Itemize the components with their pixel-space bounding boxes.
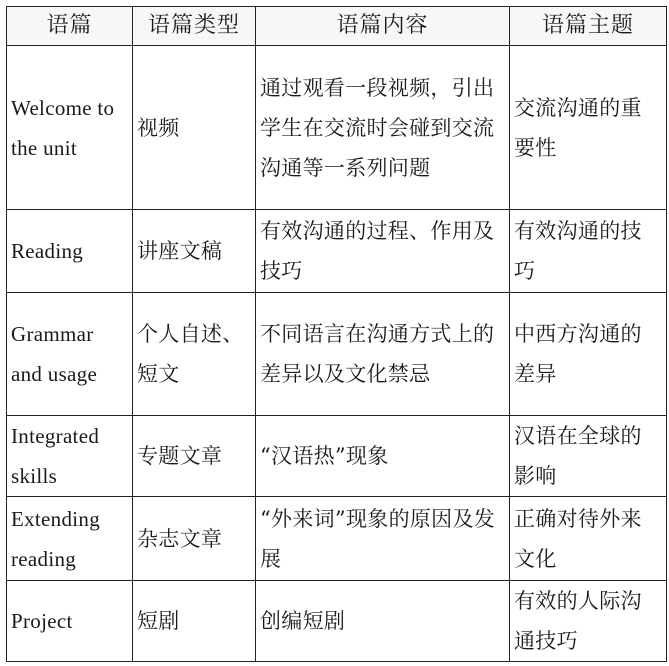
- cell-type: 短剧: [133, 581, 256, 662]
- cell-text: Welcome to the unit: [7, 46, 133, 210]
- cell-content: “外来词”现象的原因及发展: [256, 497, 510, 581]
- cell-content: “汉语热”现象: [256, 416, 510, 497]
- cell-theme: 有效沟通的技巧: [510, 210, 667, 293]
- cell-theme: 有效的人际沟通技巧: [510, 581, 667, 662]
- table-row: [7, 497, 667, 581]
- cell-type: 视频: [133, 46, 256, 210]
- cell-theme: 汉语在全球的影响: [510, 416, 667, 497]
- cell-theme: 正确对待外来文化: [510, 497, 667, 581]
- cell-content: 不同语言在沟通方式上的差异以及文化禁忌: [256, 293, 510, 416]
- cell-theme: 交流沟通的重要性: [510, 46, 667, 210]
- cell-text: Reading: [7, 210, 133, 293]
- table-row: [7, 210, 667, 293]
- cell-content: 有效沟通的过程、作用及技巧: [256, 210, 510, 293]
- table-header-row: [7, 7, 667, 46]
- table-row: [7, 293, 667, 416]
- cell-content: 通过观看一段视频，引出学生在交流时会碰到交流沟通等一系列问题: [256, 46, 510, 210]
- cell-type: 杂志文章: [133, 497, 256, 581]
- header-text-content: 语篇内容: [256, 7, 510, 46]
- cell-type: 个人自述、短文: [133, 293, 256, 416]
- header-text-type: 语篇类型: [133, 7, 256, 46]
- cell-theme: 中西方沟通的差异: [510, 293, 667, 416]
- header-text-theme: 语篇主题: [510, 7, 667, 46]
- table-row: [7, 416, 667, 497]
- unit-overview-table: [6, 6, 667, 662]
- cell-text: Project: [7, 581, 133, 662]
- cell-text: Integrated skills: [7, 416, 133, 497]
- table-row: [7, 46, 667, 210]
- cell-content: 创编短剧: [256, 581, 510, 662]
- cell-type: 讲座文稿: [133, 210, 256, 293]
- cell-type: 专题文章: [133, 416, 256, 497]
- table-row: [7, 581, 667, 662]
- cell-text: Extending reading: [7, 497, 133, 581]
- cell-text: Grammar and usage: [7, 293, 133, 416]
- header-text: 语篇: [7, 7, 133, 46]
